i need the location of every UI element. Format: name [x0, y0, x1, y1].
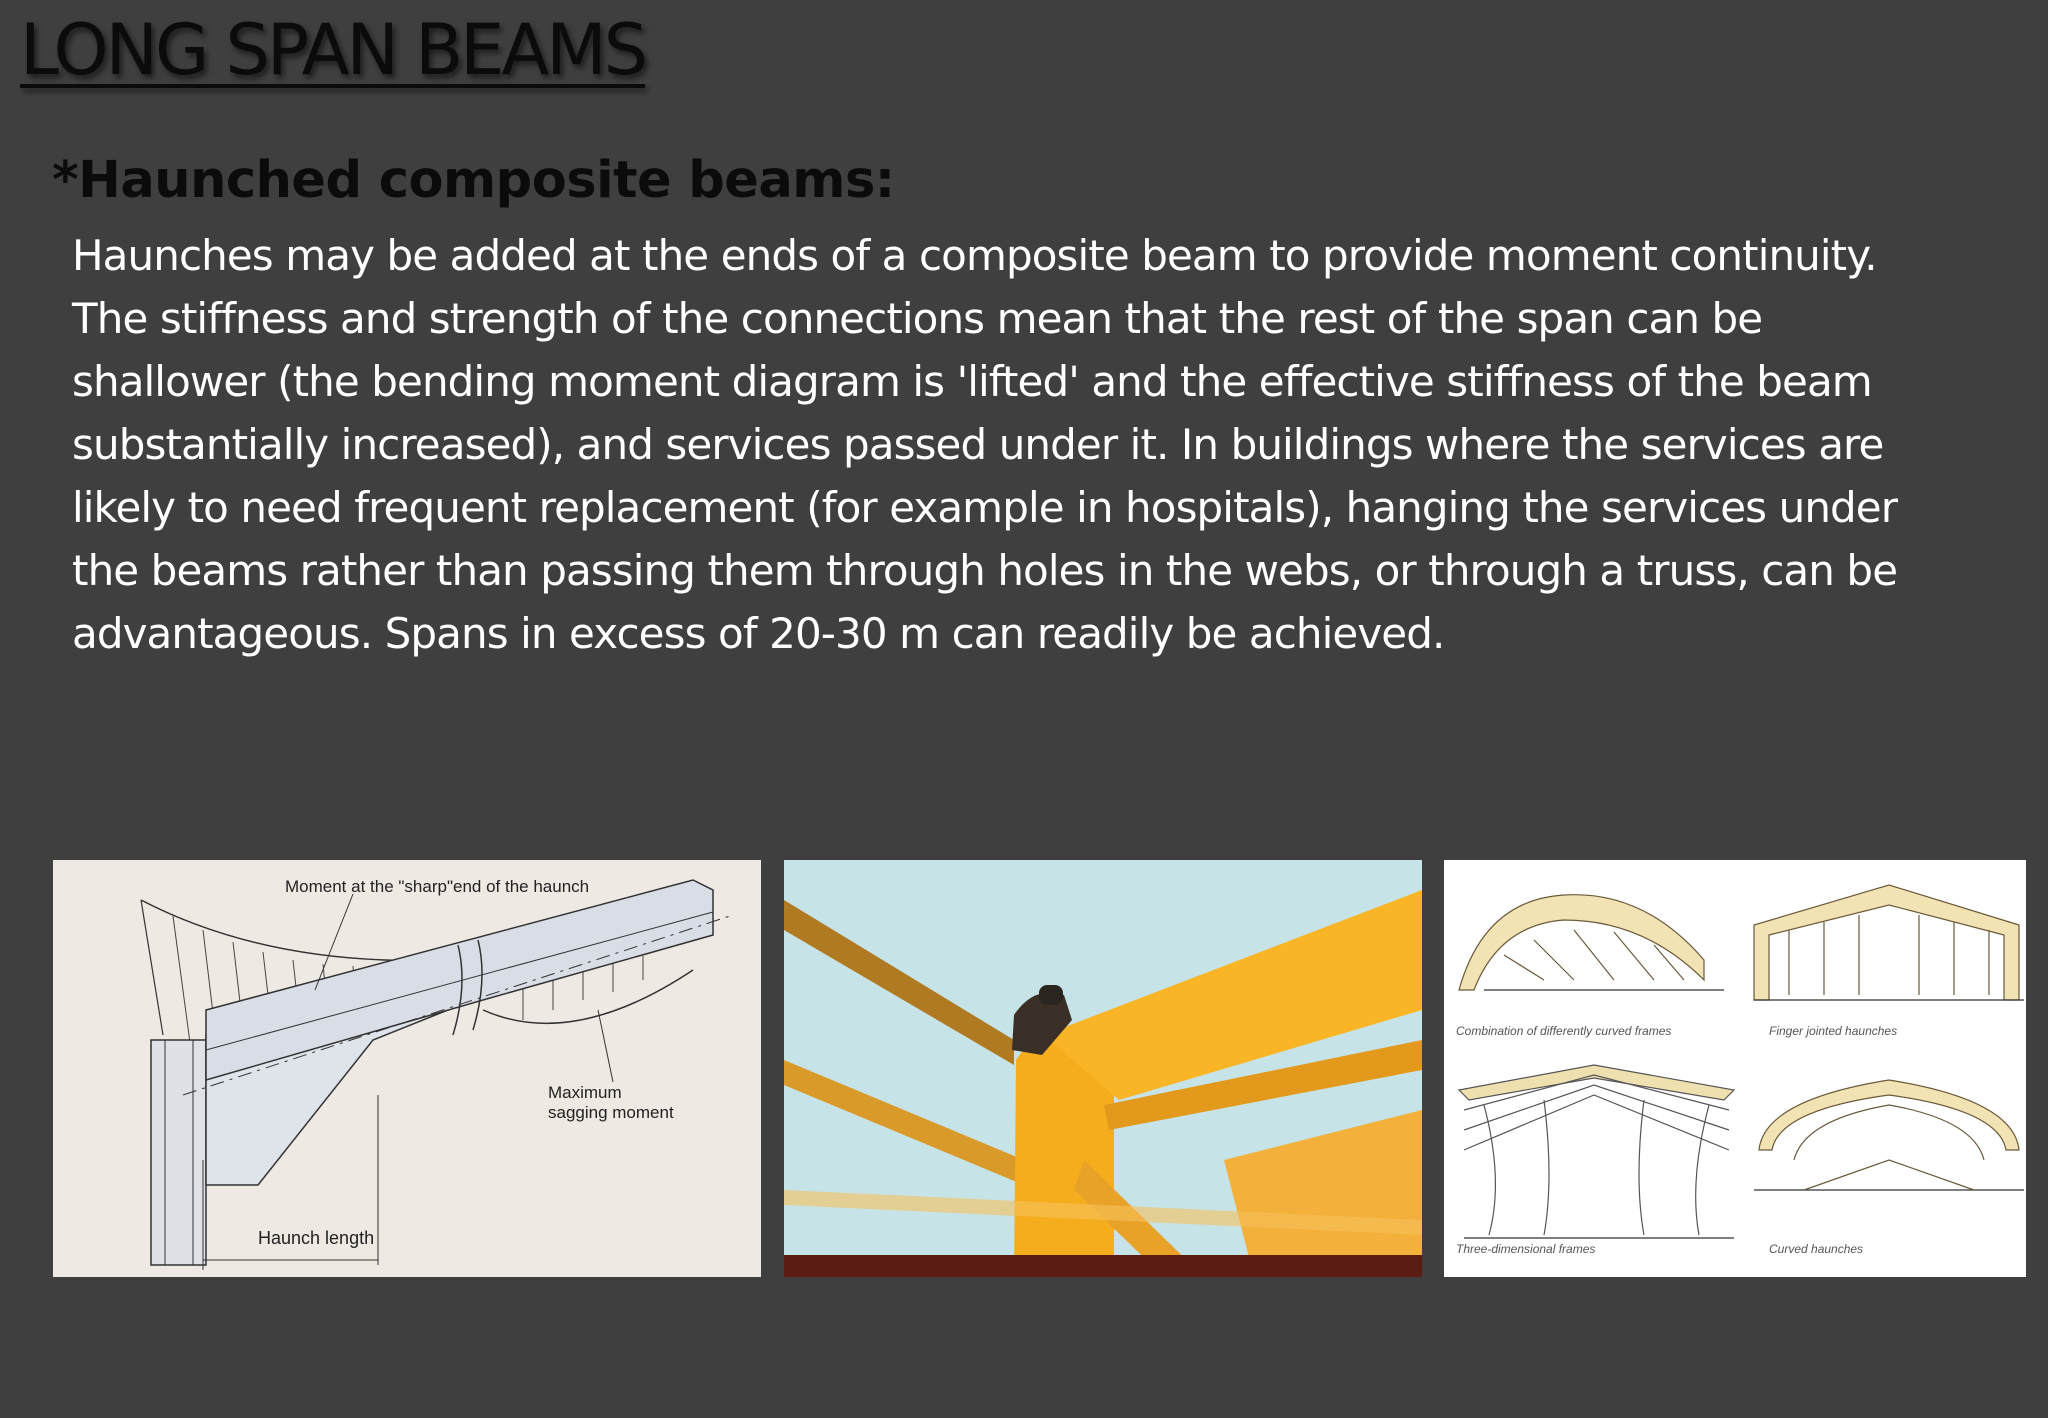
maximum-label: Maximum [548, 1083, 622, 1102]
caption-curved-haunches: Curved haunches [1769, 1242, 1864, 1256]
section-subtitle: *Haunched composite beams: [52, 151, 895, 210]
moment-sharp-end-label: Moment at the "sharp"end of the haunch [285, 877, 590, 896]
timber-frames-figure [1444, 860, 2026, 1277]
body-line: advantageous. Spans in excess of 20-30 m can readily be achieved. [72, 609, 1445, 658]
body-paragraph [72, 224, 2032, 665]
slide-title: LONG SPAN BEAMS [20, 9, 646, 91]
caption-three-dimensional-frames: Three-dimensional frames [1456, 1242, 1596, 1256]
body-line: The stiffness and strength of the connections mean that the rest of the span can be [72, 294, 1763, 343]
haunch-length-label: Haunch length [258, 1228, 375, 1248]
steel-frame-photo-drawing [784, 860, 1422, 1277]
caption-finger-jointed-haunches: Finger jointed haunches [1769, 1024, 1898, 1038]
haunch-diagram-drawing [53, 860, 761, 1277]
timber-frames-drawing [1444, 860, 2026, 1277]
body-line: substantially increased), and services passed under it. In buildings where the services are [72, 420, 1884, 469]
steel-frame-photo [784, 860, 1422, 1277]
body-line: Haunches may be added at the ends of a composite beam to provide moment continuity. [72, 231, 1877, 280]
body-line: likely to need frequent replacement (for example in hospitals), hanging the services under [72, 483, 1898, 532]
caption-combination-curved-frames: Combination of differently curved frames [1456, 1024, 1672, 1038]
sagging-moment-label: sagging moment [548, 1103, 674, 1122]
haunch-diagram-figure [53, 860, 761, 1277]
body-line: shallower (the bending moment diagram is 'lifted' and the effective stiffness of the beam [72, 357, 1872, 406]
body-line: the beams rather than passing them through holes in the webs, or through a truss, can be [72, 546, 1898, 595]
